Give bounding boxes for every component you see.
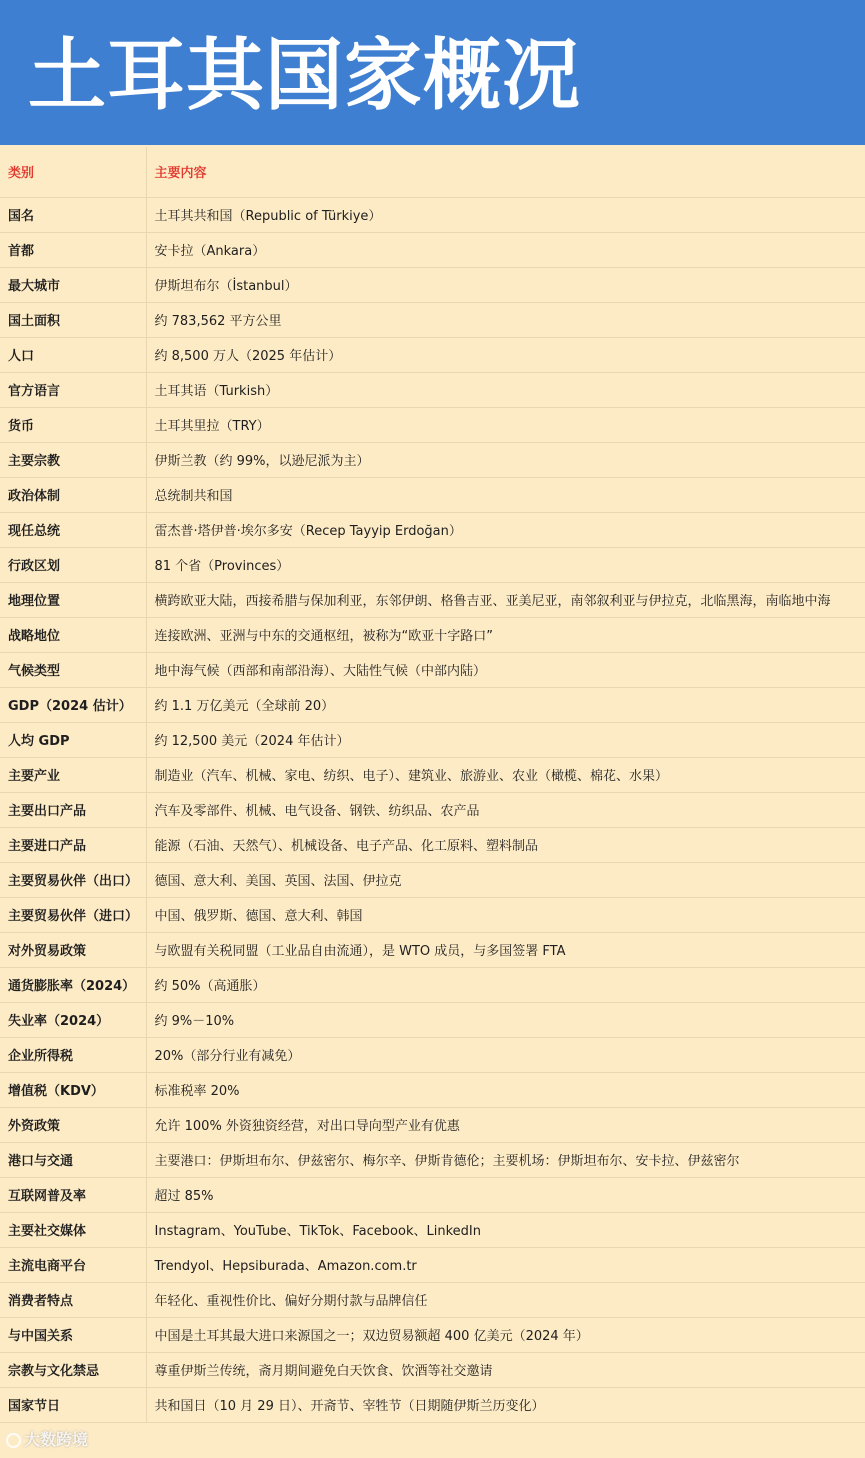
row-content: 中国是土耳其最大进口来源国之一；双边贸易额超 400 亿美元（2024 年） [146, 1317, 865, 1352]
row-content: 横跨欧亚大陆，西接希腊与保加利亚，东邻伊朗、格鲁吉亚、亚美尼亚，南邻叙利亚与伊拉克，北临黑海，南临地中海 [146, 582, 865, 617]
table-row [0, 1212, 865, 1247]
table-row [0, 1352, 865, 1387]
row-category: 气候类型 [0, 652, 146, 687]
table-row [0, 337, 865, 372]
table-header-row [0, 147, 865, 197]
row-category: 政治体制 [0, 477, 146, 512]
table-row [0, 1282, 865, 1317]
table-row [0, 232, 865, 267]
table-row [0, 827, 865, 862]
table-row [0, 1387, 865, 1422]
row-category: 地理位置 [0, 582, 146, 617]
table-row [0, 1037, 865, 1072]
row-content: 中国、俄罗斯、德国、意大利、韩国 [146, 897, 865, 932]
watermark [6, 1428, 88, 1452]
row-category: 人口 [0, 337, 146, 372]
table-row [0, 932, 865, 967]
row-content: 约 12,500 美元（2024 年估计） [146, 722, 865, 757]
table-row [0, 1142, 865, 1177]
row-category: 人均 GDP [0, 722, 146, 757]
row-category: 货币 [0, 407, 146, 442]
table-row [0, 617, 865, 652]
row-category: 企业所得税 [0, 1037, 146, 1072]
table-row [0, 687, 865, 722]
column-header-content: 主要内容 [146, 147, 865, 197]
row-content: 约 50%（高通胀） [146, 967, 865, 1002]
table-row [0, 477, 865, 512]
row-category: 主要贸易伙伴（出口） [0, 862, 146, 897]
row-category: 现任总统 [0, 512, 146, 547]
row-category: 宗教与文化禁忌 [0, 1352, 146, 1387]
row-content: 约 9%－10% [146, 1002, 865, 1037]
row-category: 战略地位 [0, 617, 146, 652]
row-category: 主要宗教 [0, 442, 146, 477]
row-category: 互联网普及率 [0, 1177, 146, 1212]
table-row [0, 722, 865, 757]
row-category: 主要社交媒体 [0, 1212, 146, 1247]
row-content: 81 个省（Provinces） [146, 547, 865, 582]
table-row [0, 897, 865, 932]
row-content: 20%（部分行业有减免） [146, 1037, 865, 1072]
table-row [0, 1317, 865, 1352]
row-content: 年轻化、重视性价比、偏好分期付款与品牌信任 [146, 1282, 865, 1317]
row-content: 约 783,562 平方公里 [146, 302, 865, 337]
row-content: 标准税率 20% [146, 1072, 865, 1107]
row-content: 总统制共和国 [146, 477, 865, 512]
table-row [0, 302, 865, 337]
row-content: 伊斯坦布尔（İstanbul） [146, 267, 865, 302]
row-category: 主要进口产品 [0, 827, 146, 862]
row-category: 主要产业 [0, 757, 146, 792]
row-category: 国土面积 [0, 302, 146, 337]
row-content: 与欧盟有关税同盟（工业品自由流通），是 WTO 成员，与多国签署 FTA [146, 932, 865, 967]
row-content: 伊斯兰教（约 99%，以逊尼派为主） [146, 442, 865, 477]
row-category: 对外贸易政策 [0, 932, 146, 967]
row-content: 汽车及零部件、机械、电气设备、钢铁、纺织品、农产品 [146, 792, 865, 827]
row-content: 尊重伊斯兰传统，斋月期间避免白天饮食、饮酒等社交邀请 [146, 1352, 865, 1387]
row-content: 地中海气候（西部和南部沿海）、大陆性气候（中部内陆） [146, 652, 865, 687]
row-category: GDP（2024 估计） [0, 687, 146, 722]
table-row [0, 407, 865, 442]
table-row [0, 1247, 865, 1282]
row-category: 通货膨胀率（2024） [0, 967, 146, 1002]
table-row [0, 757, 865, 792]
row-category: 行政区划 [0, 547, 146, 582]
table-row [0, 547, 865, 582]
country-info-table [0, 147, 865, 1423]
page-title: 土耳其国家概况 [28, 31, 582, 121]
row-category: 国名 [0, 197, 146, 232]
row-content: 土耳其语（Turkish） [146, 372, 865, 407]
table-row [0, 197, 865, 232]
row-category: 最大城市 [0, 267, 146, 302]
row-category: 与中国关系 [0, 1317, 146, 1352]
watermark-text: 大数跨境 [24, 1430, 89, 1449]
row-category: 首都 [0, 232, 146, 267]
table-row [0, 1002, 865, 1037]
column-header-category: 类别 [0, 147, 146, 197]
row-content: 土耳其里拉（TRY） [146, 407, 865, 442]
row-category: 外资政策 [0, 1107, 146, 1142]
row-content: 主要港口：伊斯坦布尔、伊兹密尔、梅尔辛、伊斯肯德伦；主要机场：伊斯坦布尔、安卡拉、伊兹密尔 [146, 1142, 865, 1177]
table-row [0, 442, 865, 477]
row-category: 主流电商平台 [0, 1247, 146, 1282]
table-row [0, 652, 865, 687]
row-content: 安卡拉（Ankara） [146, 232, 865, 267]
row-category: 增值税（KDV） [0, 1072, 146, 1107]
title-banner [0, 0, 865, 145]
row-content: 连接欧洲、亚洲与中东的交通枢纽，被称为“欧亚十字路口” [146, 617, 865, 652]
table-row [0, 967, 865, 1002]
row-category: 港口与交通 [0, 1142, 146, 1177]
table-row [0, 1072, 865, 1107]
row-content: 土耳其共和国（Republic of Türkiye） [146, 197, 865, 232]
table-row [0, 1177, 865, 1212]
row-category: 主要贸易伙伴（进口） [0, 897, 146, 932]
row-content: 约 1.1 万亿美元（全球前 20） [146, 687, 865, 722]
row-content: Trendyol、Hepsiburada、Amazon.com.tr [146, 1247, 865, 1282]
watermark-logo-icon [6, 1433, 21, 1448]
table-row [0, 1107, 865, 1142]
row-content: 雷杰普·塔伊普·埃尔多安（Recep Tayyip Erdoğan） [146, 512, 865, 547]
row-content: 允许 100% 外资独资经营，对出口导向型产业有优惠 [146, 1107, 865, 1142]
row-content: 约 8,500 万人（2025 年估计） [146, 337, 865, 372]
row-category: 失业率（2024） [0, 1002, 146, 1037]
row-content: 超过 85% [146, 1177, 865, 1212]
row-content: 共和国日（10 月 29 日）、开斋节、宰牲节（日期随伊斯兰历变化） [146, 1387, 865, 1422]
table-row [0, 267, 865, 302]
table-row [0, 512, 865, 547]
table-row [0, 862, 865, 897]
row-content: 制造业（汽车、机械、家电、纺织、电子）、建筑业、旅游业、农业（橄榄、棉花、水果） [146, 757, 865, 792]
row-category: 国家节日 [0, 1387, 146, 1422]
row-content: Instagram、YouTube、TikTok、Facebook、LinkedIn [146, 1212, 865, 1247]
table-row [0, 792, 865, 827]
row-category: 消费者特点 [0, 1282, 146, 1317]
table-row [0, 582, 865, 617]
row-category: 官方语言 [0, 372, 146, 407]
row-content: 能源（石油、天然气）、机械设备、电子产品、化工原料、塑料制品 [146, 827, 865, 862]
row-category: 主要出口产品 [0, 792, 146, 827]
table-row [0, 372, 865, 407]
row-content: 德国、意大利、美国、英国、法国、伊拉克 [146, 862, 865, 897]
